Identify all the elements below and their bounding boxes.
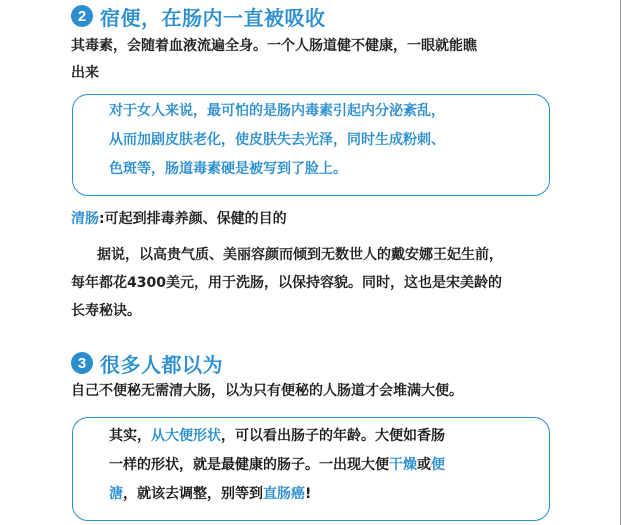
cleanse-label: 清肠 [71,211,99,227]
story-line: 据说，以高贵气质、美丽容颜而倾到无数世人的戴安娜王妃生前， [97,247,503,263]
callout-line: 对于女人来说，最可怕的是肠内毒素引起内分泌紊乱， [109,103,445,119]
callout-segment: ! [305,486,312,502]
callout-highlight: 便 [431,457,445,473]
callout-line: 色斑等，肠道毒素硬是被写到了脸上。 [109,161,347,177]
section-2-title: 宿便，在肠内一直被吸收 [100,5,326,30]
callout-highlight: 从大便形状 [151,428,221,444]
callout-line [109,451,549,480]
section-2-heading [71,2,326,30]
callout-line [109,480,549,509]
cleanse-text: :可起到排毒养颜、保健的目的 [99,211,287,227]
section-3-callout-text [109,422,549,509]
section-3-heading [71,349,223,377]
cleanse-line [71,206,581,233]
callout-segment: 其实， [109,428,151,444]
section-2-callout-box [72,94,550,196]
story-paragraph [71,241,581,325]
callout-line [109,422,549,451]
section-2-callout-text [109,97,549,184]
callout-segment: 一样的形状，就是最健康的肠子。一出现大便 [109,457,389,473]
callout-highlight: 直肠癌 [263,486,305,502]
callout-segment: ，就该去调整，别等到 [123,486,263,502]
callout-highlight: 干燥 [389,457,417,473]
section-3-number-badge: 3 [71,352,93,374]
callout-highlight: 溏 [109,486,123,502]
section-2-number-badge: 2 [71,5,93,27]
section-2-intro-line: 出来 [71,65,99,81]
callout-segment: ，可以看出肠子的年龄。大便如香肠 [221,428,445,444]
story-line: 长寿秘诀。 [71,303,141,319]
section-3-callout-box [72,417,550,521]
section-2-intro [71,33,581,87]
section-2-intro-line: 其毒素，会随着血液流遍全身。一个人肠道健不健康，一眼就能瞧 [71,38,477,54]
section-3-title: 很多人都以为 [100,352,223,377]
callout-line: 从而加剧皮肤老化，使皮肤失去光泽，同时生成粉刺、 [109,132,445,148]
callout-segment: 或 [417,457,431,473]
section-3-intro: 自己不便秘无需清大肠，以为只有便秘的人肠道才会堆满大便。 [71,383,463,399]
story-line: 每年都花4300美元，用于洗肠，以保持容貌。同时，这也是宋美龄的 [71,275,502,291]
